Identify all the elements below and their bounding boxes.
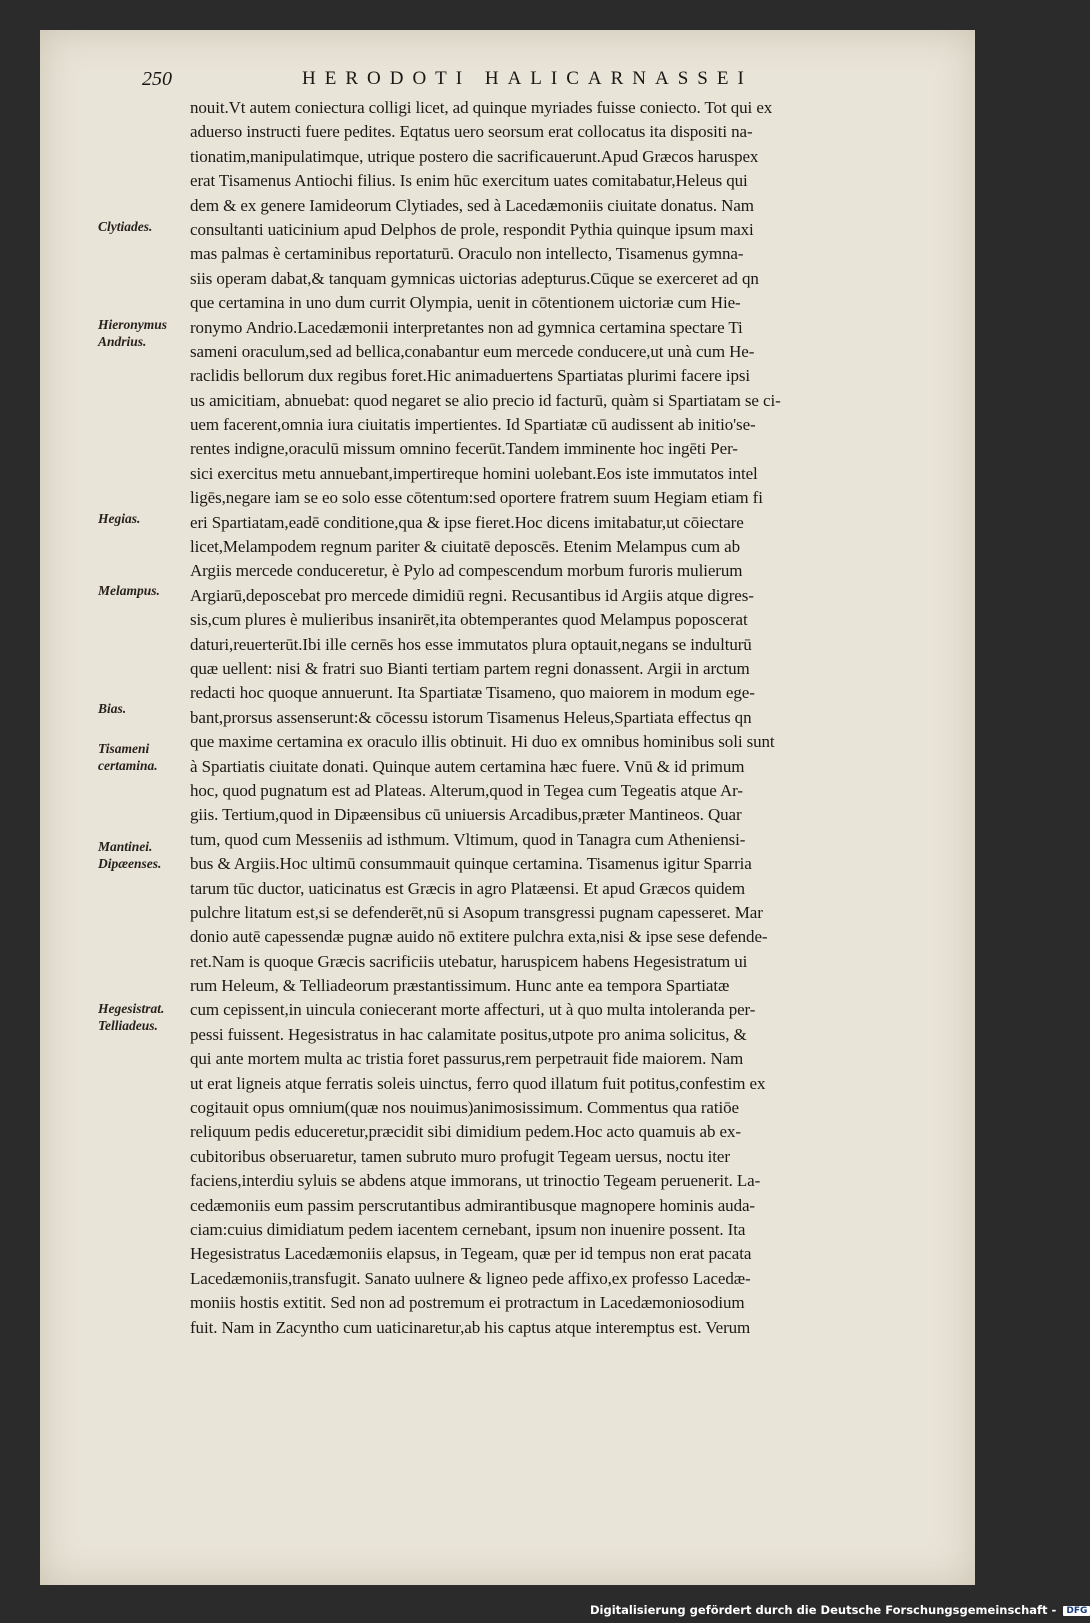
page-number: 250 <box>142 68 172 90</box>
text-line: giis. Tertium,quod in Dipæensibus cū uniuersis Arcadibus,præter Mantineos. Quar <box>190 805 742 825</box>
text-line: daturi,reuerterūt.Ibi ille cernēs hos esse immutatos plura optauit,negans se indulturū <box>190 634 752 654</box>
credit-text: Digitalisierung gefördert durch die Deutsche Forschungsgemeinschaft - <box>590 1603 1057 1617</box>
text-line: tum, quod cum Messeniis ad isthmum. Vltimum, quod in Tanagra cum Atheniensi- <box>190 829 746 849</box>
text-line: erat Tisamenus Antiochi filius. Is enim hūc exercitum uates comitabatur,Heleus qui <box>190 171 748 191</box>
marginal-line: Clytiades. <box>98 219 153 234</box>
text-line: ut erat ligneis atque ferratis soleis uinctus, ferro quod illatum fuit potitus,confestim ex <box>190 1073 766 1093</box>
text-line: ligēs,negare iam se eo solo esse cōtentum:sed oportere fratrem suum Hegiam etiam fi <box>190 488 763 508</box>
text-line: quæ uellent: nisi & fratri suo Bianti tertiam partem regni donassent. Argii in arctum <box>190 658 750 678</box>
marginal-line: Dipæenses. <box>98 856 162 871</box>
text-line: nouit.Vt autem coniectura colligi licet, ad quinque myriades fuisse coniecto. Tot qui ex <box>190 98 773 117</box>
marginal-line: Mantinei. <box>98 839 153 854</box>
marginal-note-hegias <box>98 510 140 527</box>
marginal-line: Andrius. <box>98 334 147 349</box>
running-head: HERODOTI HALICARNASSEI <box>302 68 753 89</box>
text-line: moniis hostis extitit. Sed non ad postremum ei protractum in Lacedæmoniosodium <box>190 1293 745 1313</box>
text-line: sici exercitus metu annuebant,impertireque homini uolebant.Eos iste immutatos intel <box>190 463 758 483</box>
marginal-line: Bias. <box>98 701 127 716</box>
text-line: cubitoribus obseruaretur, tamen subruto muro profugit Tegeam uersus, noctu iter <box>190 1146 730 1166</box>
text-line: raclidis bellorum dux regibus foret.Hic animaduertens Spartiatas plurimi facere ipsi <box>190 366 750 386</box>
text-line: ronymo Andrio.Lacedæmonii interpretantes non ad gymnica certamina spectare Ti <box>190 317 743 337</box>
text-line: bant,prorsus assenserunt:& cōcessu istorum Tisamenus Heleus,Spartiata effectus qn <box>190 707 752 727</box>
text-line: à Spartiatis ciuitate donati. Quinque autem certamina hæc fuere. Vnū & id primum <box>190 756 745 776</box>
text-line: siis operam dabat,& tanquam gymnicas uictorias adepturus.Cūque se exerceret ad qn <box>190 268 759 288</box>
marginal-note-hegesistrat <box>98 1000 164 1034</box>
text-line: ciam:cuius dimidiatum pedem iacentem cernebant, ipsum non inuenire possent. Ita <box>190 1219 746 1239</box>
text-line: aduerso instructi fuere pedites. Eqtatus uero seorsum erat collocatus ita dispositi na- <box>190 122 753 142</box>
marginal-note-clytiades <box>98 218 152 235</box>
text-line: Hegesistratus Lacedæmoniis elapsus, in Tegeam, quæ per id tempus non erat pacata <box>190 1244 752 1264</box>
text-line: sis,cum plures è mulieribus insanirēt,ita obtemperantes quod Melampus poposcerat <box>190 610 748 630</box>
text-line: donio autē capessendæ pugnæ auido nō extitere pulchra exta,nisi & ipse sese defende- <box>190 927 768 947</box>
text-line: sameni oraculum,sed ad bellica,conabantur eum mercede conducere,ut unà cum He- <box>190 341 755 361</box>
text-line: Argiarū,deposcebat pro mercede dimidiū regni. Recusantibus id Argiis atque digres- <box>190 585 754 605</box>
text-line: tarum tūc ductor, uaticinatus est Græcis in agro Platæensi. Et apud Græcos quidem <box>190 878 745 898</box>
text-line: que certamina in uno dum currit Olympia, uenit in cōtentionem uictoriæ cum Hie- <box>190 293 741 313</box>
marginal-line: Hegias. <box>98 511 141 526</box>
text-line: pulchre litatum est,si se defenderēt,nū si Asopum transgressi pugnam capesseret. Mar <box>190 902 763 922</box>
page-header <box>142 68 902 94</box>
marginal-line: Hegesistrat. <box>98 1001 165 1016</box>
marginal-line: certamina. <box>98 758 158 773</box>
text-line: rum Heleum, & Telliadeorum præstantissimum. Hunc ante ea tempora Spartiatæ <box>190 976 730 996</box>
text-line: uem facerent,omnia iura ciuitatis impertientes. Id Spartiatæ cū audissent ab initio'se- <box>190 415 756 435</box>
text-line: eri Spartiatam,eadē conditione,qua & ipse fieret.Hoc dicens imitabatur,ut cōiectare <box>190 512 744 532</box>
text-line: mas palmas è certaminibus reportaturū. Oraculo non intellecto, Tisamenus gymna- <box>190 244 744 264</box>
marginal-note-tisameni <box>98 740 158 774</box>
marginal-line: Tisameni <box>98 741 150 756</box>
text-line: Argiis mercede conduceretur, è Pylo ad compescendum morbum furoris mulierum <box>190 561 743 581</box>
marginal-note-mantinei <box>98 838 161 872</box>
text-line: redacti hoc quoque annuerunt. Ita Spartiatæ Tisameno, quo maiorem in modum ege- <box>190 683 755 703</box>
text-line: consultanti uaticinium apud Delphos de prole, respondit Pythia quinque ipsum maxi <box>190 219 754 239</box>
marginal-note-melampus <box>98 582 160 599</box>
text-line: reliquum pedis educeretur,præcidit sibi dimidium pedem.Hoc acto quamuis ab ex- <box>190 1122 741 1142</box>
text-line: bus & Argiis.Hoc ultimū consummauit quinque certamina. Tisamenus igitur Sparria <box>190 854 752 874</box>
text-line: tionatim,manipulatimque, utrique postero die sacrificauerunt.Apud Græcos haruspex <box>190 146 759 166</box>
marginal-line: Telliadeus. <box>98 1018 158 1033</box>
body-text <box>190 96 945 1340</box>
text-line: qui ante mortem multa ac tristia foret passurus,rem perpetrauit fide maiorem. Nam <box>190 1049 744 1069</box>
marginal-note-hieronymus <box>98 316 167 350</box>
text-line: dem & ex genere Iamideorum Clytiades, sed à Lacedæmoniis ciuitate donatus. Nam <box>190 195 754 215</box>
text-line: cogitauit opus omnium(quæ nos nouimus)animosissimum. Commentus qua ratiōe <box>190 1098 739 1118</box>
text-line: cedæmoniis eum passim perscrutantibus admirantibusque magnopere hominis auda- <box>190 1195 755 1215</box>
text-line: hoc, quod pugnatum est ad Plateas. Alterum,quod in Tegea cum Tegeatis atque Ar- <box>190 780 743 800</box>
text-line: Lacedæmoniis,transfugit. Sanato uulnere & ligneo pede affixo,ex professo Lacedæ- <box>190 1268 751 1288</box>
text-line: fuit. Nam in Zacyntho cum uaticinaretur,ab his captus atque interemptus est. Verum <box>190 1317 751 1337</box>
dfg-logo: DFG <box>1063 1606 1090 1616</box>
text-line: pessi fuissent. Hegesistratus in hac calamitate positus,utpote pro anima solicitus, & <box>190 1024 747 1044</box>
text-line: licet,Melampodem regnum pariter & ciuitatē deposcēs. Etenim Melampus cum ab <box>190 537 741 557</box>
text-line: cum cepissent,in uincula coniecerant morte affecturi, ut à quo multa intoleranda per- <box>190 1000 756 1020</box>
text-line: rentes indigne,oraculū missum omnino fecerūt.Tandem imminente hoc ingēti Per- <box>190 439 738 459</box>
marginal-note-bias <box>98 700 126 717</box>
text-line: us amicitiam, abnuebat: quod negaret se alio precio id facturū, quàm si Spartiatam se ci- <box>190 390 781 410</box>
text-line: ret.Nam is quoque Græcis sacrificiis utebatur, haruspicem habens Hegesistratum ui <box>190 951 748 971</box>
digitization-credit <box>590 1603 1090 1617</box>
marginal-line: Melampus. <box>98 583 160 598</box>
marginal-line: Hieronymus <box>98 317 168 332</box>
text-line: faciens,interdiu syluis se abdens atque immorans, ut trinoctio Tegeam peruenerit. La- <box>190 1171 761 1191</box>
text-line: que maxime certamina ex oraculo illis obtinuit. Hi duo ex omnibus hominibus soli sunt <box>190 732 775 752</box>
